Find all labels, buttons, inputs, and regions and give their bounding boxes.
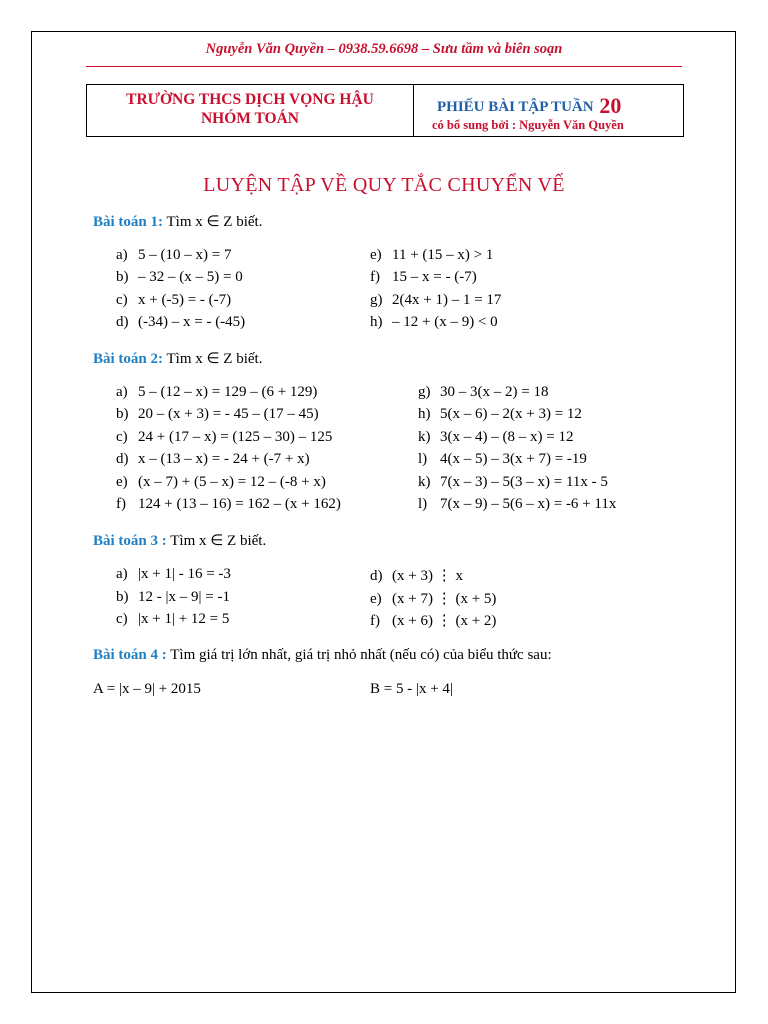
item-expression: – 32 – (x – 5) = 0 — [138, 269, 243, 285]
problem-2-item-l2 — [418, 496, 616, 513]
school-name — [87, 90, 413, 128]
problem-4-expression-a: A = |x – 9| + 2015 — [93, 681, 201, 697]
problem-3-heading — [93, 531, 266, 550]
problem-2-item-e — [116, 474, 326, 491]
problem-3-item-a — [116, 566, 231, 583]
item-letter: c) — [116, 429, 128, 445]
item-letter: a) — [116, 566, 128, 582]
item-expression: 15 – x = - (-7) — [392, 269, 477, 285]
school-line-1: TRƯỜNG THCS DỊCH VỌNG HẬU — [126, 91, 374, 108]
item-letter: d) — [116, 314, 129, 330]
item-expression: (-34) – x = - (-45) — [138, 314, 246, 330]
problem-3-item-b — [116, 589, 230, 606]
item-expression: (x + 7) ⋮ (x + 5) — [392, 591, 497, 607]
problem-1-item-a — [116, 247, 231, 264]
item-letter: k) — [418, 429, 431, 445]
item-expression: (x – 7) + (5 – x) = 12 – (-8 + x) — [138, 474, 326, 490]
item-letter: b) — [116, 269, 129, 285]
item-expression: 7(x – 9) – 5(6 – x) = -6 + 11x — [440, 496, 617, 512]
problem-2-text: Tìm x ∈ Z biết. — [163, 351, 263, 367]
problem-2-item-f — [116, 496, 341, 513]
problem-1-item-h — [370, 314, 498, 331]
problem-2-item-k2 — [418, 474, 608, 491]
problem-3-text: Tìm x ∈ Z biết. — [166, 533, 267, 549]
item-letter: b) — [116, 589, 129, 605]
problem-2-item-b — [116, 406, 319, 423]
problem-1-item-g — [370, 292, 501, 309]
header-box — [86, 84, 684, 137]
problem-2-item-c — [116, 429, 332, 446]
problem-2-item-l1 — [418, 451, 587, 468]
sheet-title-text: PHIẾU BÀI TẬP TUẦN — [437, 99, 594, 115]
item-letter: h) — [418, 406, 431, 422]
problem-3-label: Bài toán 3 : — [93, 533, 167, 549]
problem-1-label: Bài toán 1: — [93, 214, 164, 230]
item-letter: d) — [370, 568, 383, 584]
item-expression: 4(x – 5) – 3(x + 7) = -19 — [440, 451, 587, 467]
item-expression: 11 + (15 – x) > 1 — [392, 247, 494, 263]
problem-3-item-e — [370, 589, 496, 608]
item-letter: g) — [418, 384, 431, 400]
item-expression: 5 – (10 – x) = 7 — [138, 247, 232, 263]
problem-1-heading — [93, 212, 262, 231]
item-expression: (x + 3) ⋮ x — [392, 568, 463, 584]
item-letter: l) — [418, 496, 428, 512]
item-letter: l) — [418, 451, 428, 467]
problem-2-item-k1 — [418, 429, 573, 446]
problem-1-item-d — [116, 314, 245, 331]
item-expression: 12 - |x – 9| = -1 — [138, 589, 230, 605]
item-expression: 5 – (12 – x) = 129 – (6 + 129) — [138, 384, 318, 400]
problem-4-label: Bài toán 4 : — [93, 647, 167, 663]
item-expression: 20 – (x + 3) = - 45 – (17 – 45) — [138, 406, 319, 422]
problem-3-item-d — [370, 566, 463, 585]
item-expression: x + (-5) = - (-7) — [138, 292, 232, 308]
item-letter: a) — [116, 247, 128, 263]
problem-2-heading — [93, 349, 262, 368]
item-expression: |x + 1| + 12 = 5 — [138, 611, 230, 627]
item-expression: x – (13 – x) = - 24 + (-7 + x) — [138, 451, 310, 467]
item-expression: – 12 + (x – 9) < 0 — [392, 314, 498, 330]
item-letter: b) — [116, 406, 129, 422]
item-letter: f) — [370, 613, 380, 629]
item-letter: k) — [418, 474, 431, 490]
item-expression: 124 + (13 – 16) = 162 – (x + 162) — [138, 496, 341, 512]
item-letter: f) — [116, 496, 126, 512]
problem-1-item-f — [370, 269, 477, 286]
item-letter: f) — [370, 269, 380, 285]
author-underline — [86, 66, 682, 67]
header-divider — [413, 85, 414, 136]
problem-1-item-c — [116, 292, 231, 309]
item-letter: c) — [116, 292, 128, 308]
problem-1-item-b — [116, 269, 243, 286]
item-expression: 7(x – 3) – 5(3 – x) = 11x - 5 — [440, 474, 608, 490]
item-expression: (x + 6) ⋮ (x + 2) — [392, 613, 497, 629]
problem-3-item-f — [370, 611, 496, 630]
problem-4-heading — [93, 647, 552, 664]
item-letter: e) — [370, 591, 382, 607]
sheet-week-number: 20 — [599, 93, 622, 118]
page-title: LUYỆN TẬP VỀ QUY TẮC CHUYỂN VẾ — [203, 174, 565, 196]
item-expression: 5(x – 6) – 2(x + 3) = 12 — [440, 406, 582, 422]
sheet-title — [437, 93, 621, 119]
item-letter: e) — [116, 474, 128, 490]
problem-1-item-e — [370, 247, 493, 264]
sheet-subtitle: có bổ sung bởi : Nguyễn Văn Quyền — [432, 118, 624, 132]
problem-2-item-g — [418, 384, 548, 401]
problem-2-item-a — [116, 384, 317, 401]
item-letter: g) — [370, 292, 383, 308]
item-expression: 2(4x + 1) – 1 = 17 — [392, 292, 502, 308]
item-letter: d) — [116, 451, 129, 467]
problem-4-text: Tìm giá trị lớn nhất, giá trị nhỏ nhất (nếu có) của biểu thức sau: — [166, 647, 552, 663]
item-letter: h) — [370, 314, 383, 330]
item-expression: 30 – 3(x – 2) = 18 — [440, 384, 549, 400]
author-line: Nguyễn Văn Quyền – 0938.59.6698 – Sưu tầm và biên soạn — [205, 41, 563, 57]
problem-2-label: Bài toán 2: — [93, 351, 164, 367]
item-letter: c) — [116, 611, 128, 627]
problem-2-item-d — [116, 451, 310, 468]
item-letter: e) — [370, 247, 382, 263]
problem-2-item-h — [418, 406, 582, 423]
item-expression: 24 + (17 – x) = (125 – 30) – 125 — [138, 429, 333, 445]
problem-4-expression-b: B = 5 - |x + 4| — [370, 681, 453, 697]
item-expression: 3(x – 4) – (8 – x) = 12 — [440, 429, 574, 445]
item-expression: |x + 1| - 16 = -3 — [138, 566, 231, 582]
problem-3-item-c — [116, 611, 229, 628]
item-letter: a) — [116, 384, 128, 400]
problem-1-text: Tìm x ∈ Z biết. — [163, 214, 263, 230]
school-line-2: NHÓM TOÁN — [200, 110, 300, 127]
